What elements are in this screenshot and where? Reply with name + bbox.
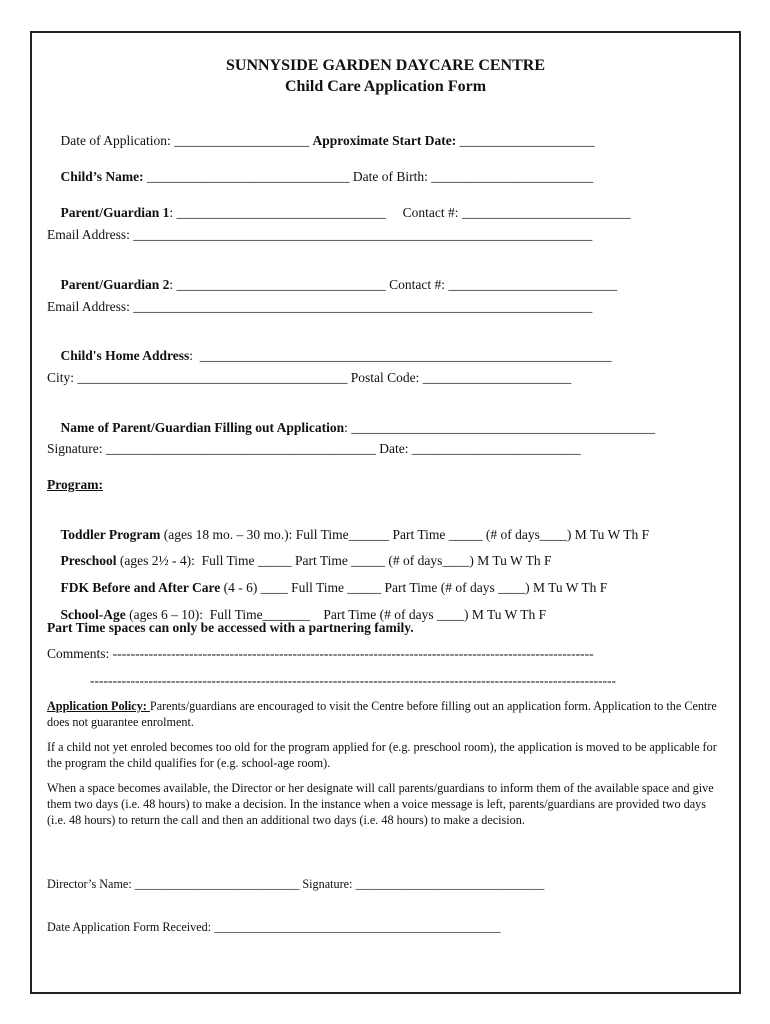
program-heading: Program: [47, 477, 103, 492]
filling-parent-blank[interactable]: : _____________________________________________ [344, 419, 656, 435]
home-address-blank[interactable]: : _____________________________________________________________ [189, 347, 612, 363]
director-signature-field[interactable]: Director’s Name: ___________________________ Signature: _______________________________ [47, 877, 545, 891]
filling-parent-label: Name of Parent/Guardian Filling out Application [60, 419, 345, 435]
part-time-note: Part Time spaces can only be accessed with a partnering family. [47, 620, 414, 635]
school-age-options[interactable]: (ages 6 – 10): Full Time_______ Part Time (# of days ____) M Tu W Th F [125, 606, 547, 622]
comments-field[interactable]: Comments: ----------------------------------------------------------------------------------------------------------- [47, 646, 594, 661]
email1-field[interactable]: Email Address: ____________________________________________________________________ [47, 227, 593, 242]
toddler-program-label: Toddler Program [60, 526, 161, 542]
policy-paragraph-2: If a child not yet enroled becomes too old for the program applied for (e.g. preschool room), the application is moved to be applicable for the program the child qualifies for (e.g. school-age room). [47, 740, 717, 770]
child-name-label: Child’s Name: [60, 168, 144, 184]
parent1-label: Parent/Guardian 1 [60, 204, 170, 220]
application-policy-heading: Application Policy: [47, 699, 150, 713]
school-age-label: School-Age [60, 606, 126, 622]
approx-start-label: Approximate Start Date: [312, 132, 457, 148]
application-date-row[interactable] [47, 120, 595, 161]
fdk-options[interactable]: (4 - 6) ____ Full Time _____ Part Time (# of days ____) M Tu W Th F [220, 579, 608, 595]
form-title: Child Care Application Form [284, 78, 487, 95]
application-form-page [30, 31, 741, 994]
signature-date-field[interactable]: Signature: ________________________________________ Date: _________________________ [47, 441, 581, 456]
application-policy-paragraph [47, 698, 727, 730]
parent2-label: Parent/Guardian 2 [60, 276, 170, 292]
fdk-label: FDK Before and After Care [60, 579, 221, 595]
preschool-options[interactable]: (ages 2½ - 4): Full Time _____ Part Time _____ (# of days____) M Tu W Th F [116, 552, 552, 568]
approx-start-blank[interactable]: ____________________ [456, 132, 595, 148]
toddler-program-options[interactable]: (ages 18 mo. – 30 mo.): Full Time______ Part Time _____ (# of days____) M Tu W Th F [160, 526, 650, 542]
child-name-dob-blanks[interactable]: ______________________________ Date of Birth: ________________________ [143, 168, 594, 184]
organization-name: SUNNYSIDE GARDEN DAYCARE CENTRE [225, 57, 545, 74]
date-received-field[interactable]: Date Application Form Received: _______________________________________________ [47, 920, 501, 934]
preschool-label: Preschool [60, 552, 117, 568]
parent2-contact-blanks[interactable]: : _______________________________ Contact #: _________________________ [169, 276, 618, 292]
policy-paragraph-3: When a space becomes available, the Director or her designate will call parents/guardians to inform them of the available space and give them two days (i.e. 48 hours) to make a decision. In the instance when a voice message is left, parents/guardians are provided two days (i.e. 48 hours) to return the call and then an additional two days (i.e. 48 hours) to make a decision. [47, 781, 714, 827]
comments-line-2[interactable]: --------------------------------------------------------------------------------------------------------------------- [90, 673, 616, 688]
home-address-label: Child's Home Address [60, 347, 190, 363]
child-name-row[interactable] [47, 156, 593, 197]
policy-text-1: Parents/guardians are encouraged to visit the Centre before filling out an application form. Application to the Centre does not guarantee enrolment. [47, 699, 717, 729]
city-postal-field[interactable]: City: ________________________________________ Postal Code: ______________________ [47, 370, 572, 385]
date-of-application-field[interactable]: Date of Application: ____________________ [60, 132, 310, 148]
parent1-contact-blanks[interactable]: : _______________________________ Contact #: _________________________ [169, 204, 631, 220]
email2-field[interactable]: Email Address: ____________________________________________________________________ [47, 299, 593, 314]
